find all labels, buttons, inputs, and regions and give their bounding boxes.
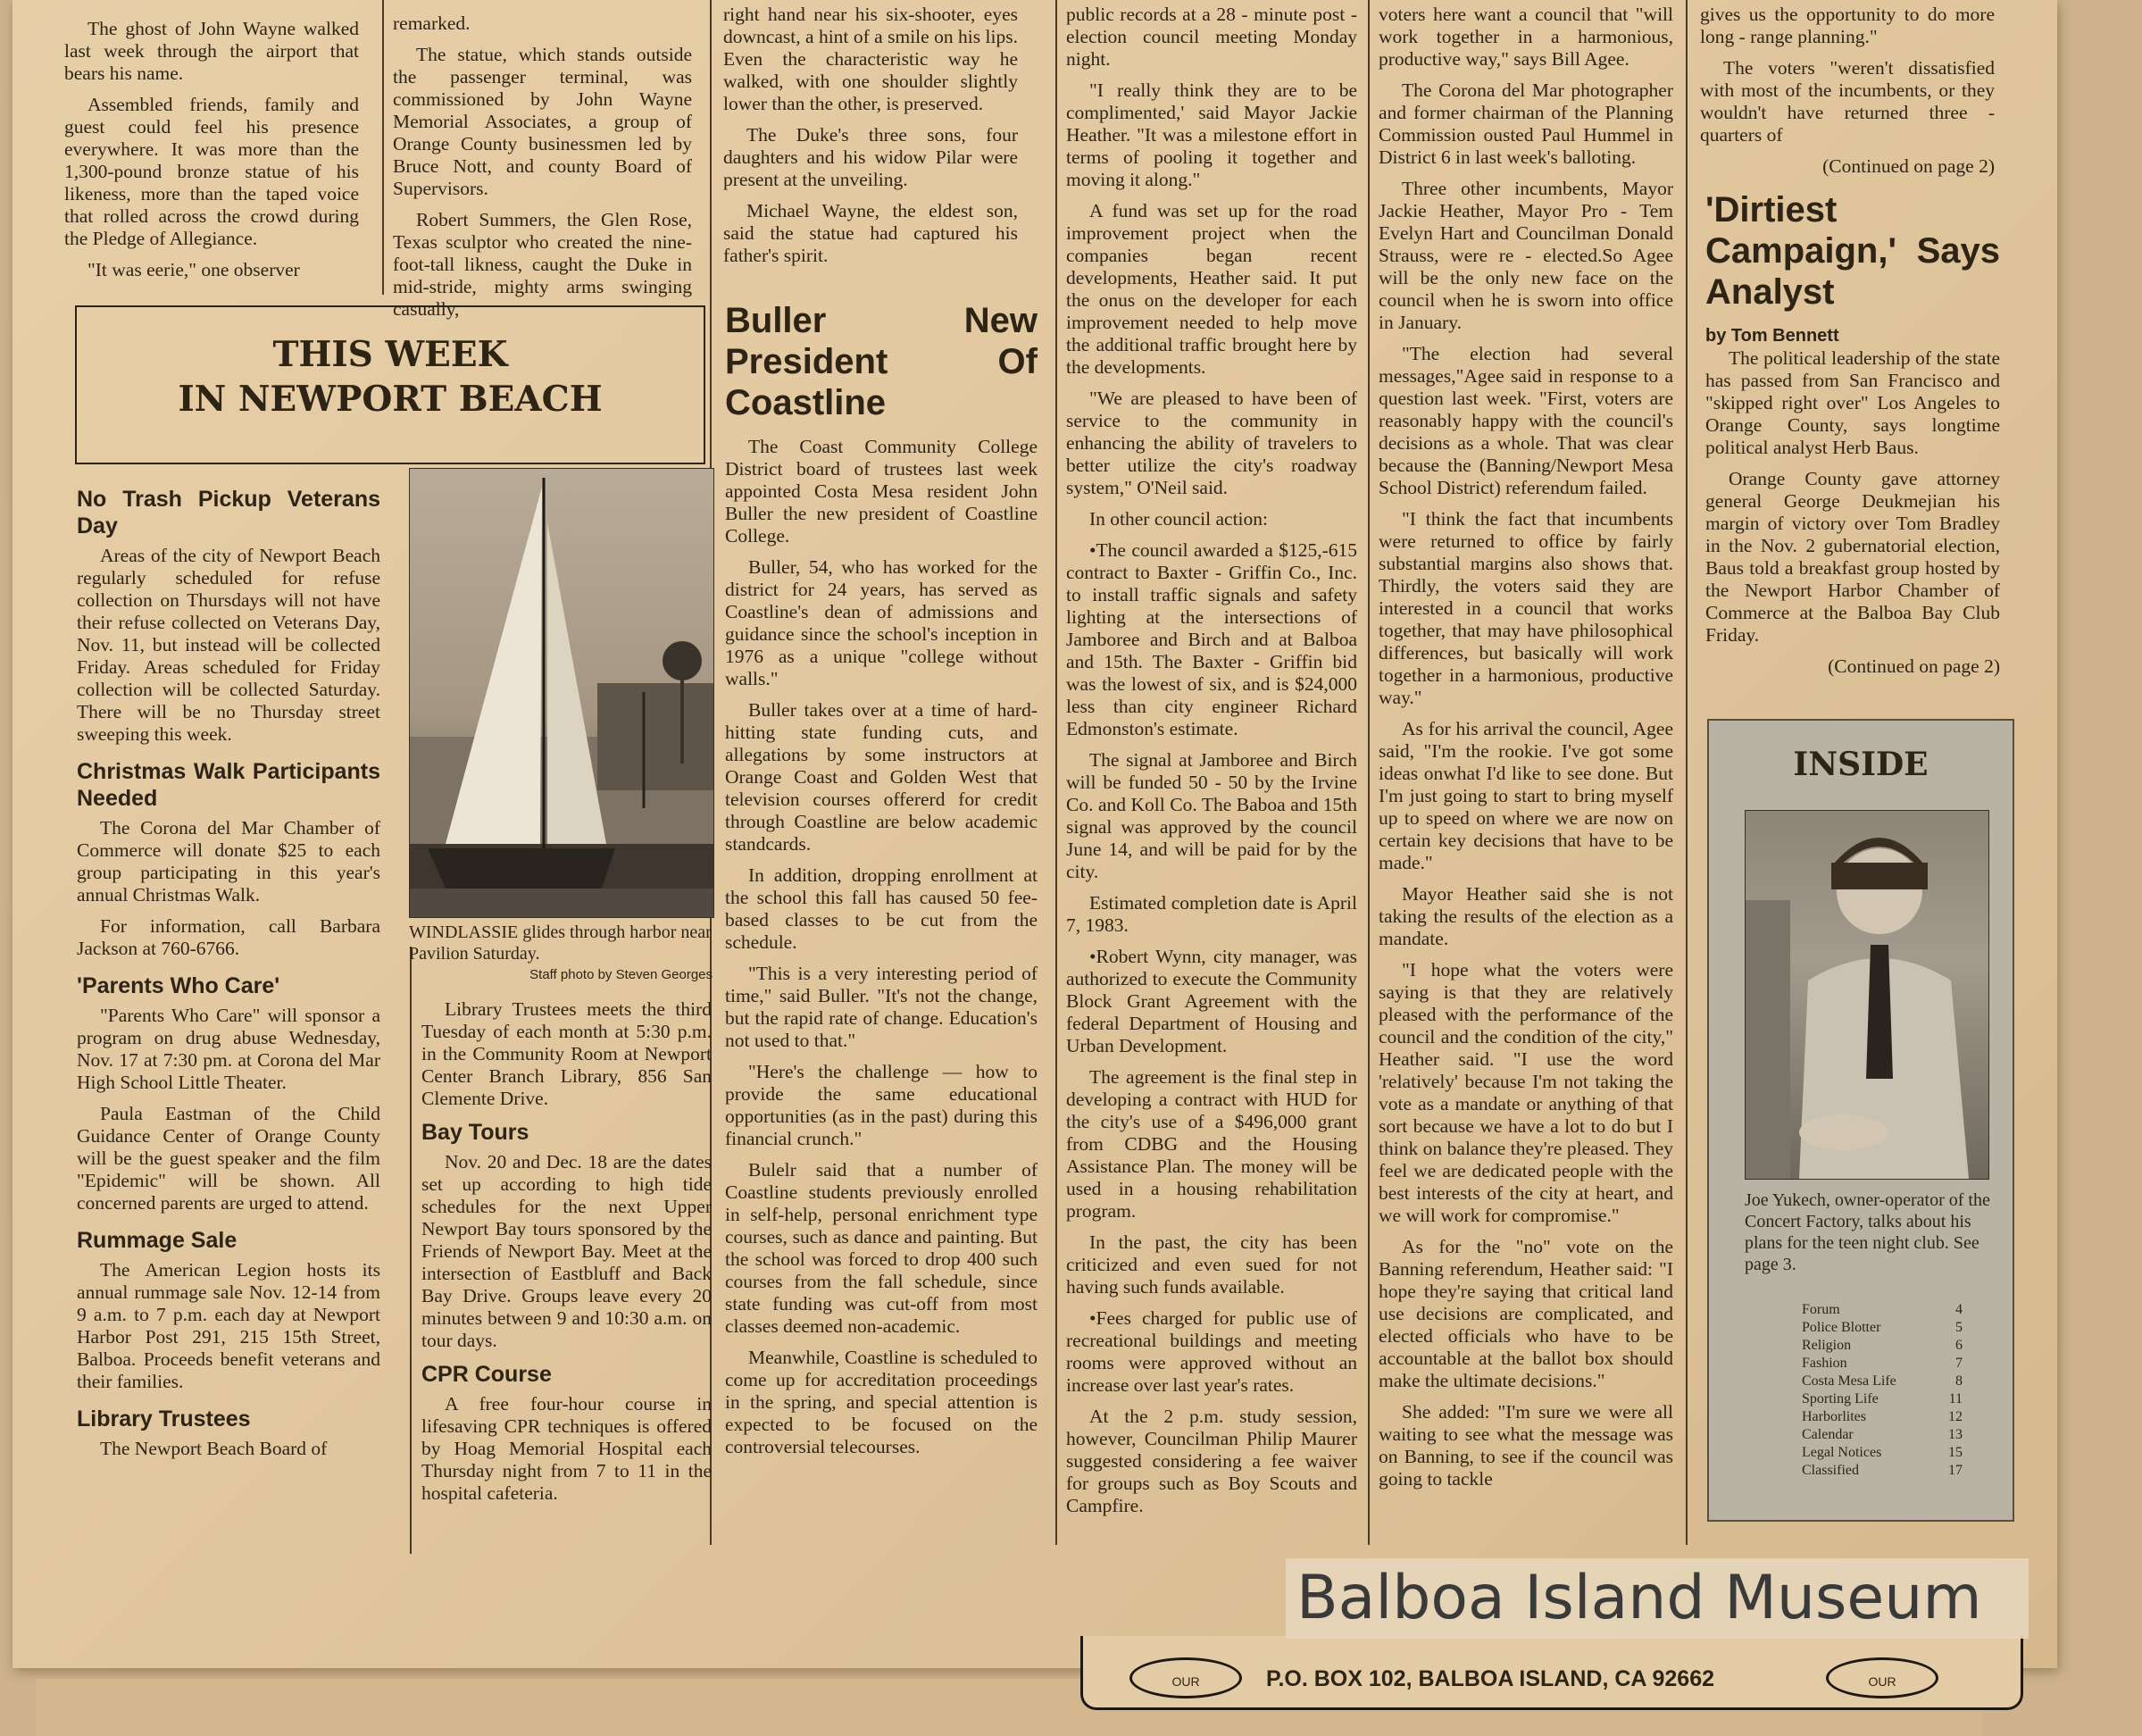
paragraph: "I hope what the voters were saying is that they are relatively pleased with the performance of the council and the condition of the city," Heather said. "I use the word 'relatively' because I'm not taking the vote as a mandate or anything of that sort because we have a lot to do but I think on balance they're pleased. They feel we are dedicated people with the best interests of the city at heart, and we will work for compromise." (1379, 959, 1673, 1226)
paragraph: For information, call Barbara Jackson at 760-6766. (77, 915, 380, 959)
byline: by Tom Bennett (1705, 326, 1839, 346)
sailboat-photo (409, 468, 714, 918)
col6-top-story (1700, 4, 1995, 182)
paragraph: The American Legion hosts its annual rummage sale Nov. 12-14 from 9 a.m. to 7 p.m. each day at Newport Harbor Post 291, 215 15th Street, Balboa. Proceeds benefit veterans and their families. (77, 1259, 380, 1392)
ad-logo-left: OUR (1129, 1657, 1242, 1698)
wayne-story-col1 (64, 18, 359, 295)
paragraph: The Corona del Mar photographer and former chairman of the Planning Commission ousted Paul Hummel in District 6 in last week's balloting. (1379, 79, 1673, 168)
toc-item[interactable] (1802, 1408, 1963, 1426)
paragraph: As for the "no" vote on the Banning referendum, Heather said: "I hope they're saying that critical land use decisions are complicated, and elected officials who have to be accountable at the ballot box should make the ultimate decisions." (1379, 1236, 1673, 1391)
toc-section: Police Blotter (1802, 1320, 1881, 1335)
paragraph: A fund was set up for the road improvement project when the companies began recent developments, Heather said. It put the onus on the developer for each improvement needed to help move the additional traffic brought here by the developments. (1066, 200, 1357, 378)
this-week-right-column (421, 998, 712, 1561)
ad-address: P.O. BOX 102, BALBOA ISLAND, CA 92662 (1266, 1666, 1715, 1691)
toc-page: 13 (1948, 1427, 1963, 1442)
paragraph: •The council awarded a $125,-615 contract to Baxter - Griffin Co., Inc. to install traffic signals and safety lighting at the intersections of Jamboree and Birch and at Balboa and 15th. The Baxter - Griffin bid was the lowest of six, and is $24,000 less than city engineer Richard Edmonston's estimate. (1066, 539, 1357, 739)
buller-headline: Buller New President Of Coastline (725, 301, 1038, 422)
toc-section: Calendar (1802, 1427, 1854, 1442)
toc-section: Forum (1802, 1302, 1840, 1317)
yukech-photo (1745, 810, 1989, 1180)
toc-section: Harborlites (1802, 1409, 1866, 1424)
paragraph: •Fees charged for public use of recreational buildings and meeting rooms were approved without an increase over last year's rates. (1066, 1307, 1357, 1396)
paragraph: Bulelr said that a number of Coastline students previously enrolled in self-help, personal enrichment type courses, such as dance and painting. But the school was forced to drop 400 such courses from the fall schedule, since state funding was cut-off from most classes deemed non-academic. (725, 1159, 1038, 1337)
toc-item[interactable] (1802, 1319, 1963, 1337)
paragraph: "Parents Who Care" will sponsor a program on drug abuse Wednesday, Nov. 17 at 7:30 pm. at Corona del Mar High School Little Theater. (77, 1005, 380, 1093)
paragraph: "Here's the challenge — how to provide the same educational opportunities (as in the past) during this financial crunch." (725, 1061, 1038, 1149)
paragraph: Nov. 20 and Dec. 18 are the dates set up according to high tide schedules for the next Upper Newport Bay tours sponsored by the Friends of Newport Bay. Meet at the intersection of Eastbluff and Back Bay Drive. Groups leave every 20 minutes between 9 and 10:30 a.m. on tour days. (421, 1151, 712, 1351)
toc-section: Religion (1802, 1338, 1852, 1353)
paragraph: Michael Wayne, the eldest son, said the statue had captured his father's spirit. (723, 200, 1018, 266)
paragraph: The ghost of John Wayne walked last week through the airport that bears his name. (64, 18, 359, 84)
inside-caption: Joe Yukech, owner-operator of the Concert Factory, talks about his plans for the teen night club. See page 3. (1745, 1190, 1990, 1274)
paragraph: She added: "I'm sure we were all waiting to see what the message was on Banning, to see if the council was going to tackle (1379, 1401, 1673, 1490)
paragraph: "We are pleased to have been of service to the community in enhancing the ability of travelers to better utilize the city's roadway system," O'Neil said. (1066, 388, 1357, 498)
ad-logo-right: OUR (1826, 1657, 1938, 1698)
photo-caption: WINDLASSIE glides through harbor near Pavilion Saturday. (409, 922, 712, 964)
paragraph: right hand near his six-shooter, eyes downcast, a hint of a smile on his lips. Even the characteristic way he walked, with one shoulder slightly lower than the other, is preserved. (723, 4, 1018, 114)
toc-item[interactable] (1802, 1390, 1963, 1408)
toc-page: 11 (1948, 1391, 1963, 1406)
paragraph: "It was eerie," one observer (88, 259, 300, 280)
toc-item[interactable] (1802, 1301, 1963, 1319)
toc-item[interactable] (1802, 1355, 1963, 1373)
buller-story (725, 300, 1038, 1550)
toc-page: 7 (1955, 1356, 1963, 1371)
paragraph: The signal at Jamboree and Birch will be funded 50 - 50 by the Irvine Co. and Koll Co. The Baboa and 15th signal was approved by the council June 14, and will be paid for by the city. (1066, 749, 1357, 882)
paragraph: Areas of the city of Newport Beach regularly scheduled for refuse collection on Thursdays will not have their refuse collected on Veterans Day, Nov. 11, but instead will be collected Friday. Areas scheduled for Friday collection will be collected Saturday. There will be no Thursday street sweeping this week. (77, 545, 380, 745)
paragraph: remarked. (393, 13, 471, 34)
paragraph: The voters "weren't dissatisfied with most of the incumbents, or they wouldn't have returned three - quarters of (1700, 57, 1995, 146)
toc-page: 12 (1948, 1409, 1963, 1424)
column-rule (1368, 0, 1370, 1545)
paragraph: "I think the fact that incumbents were returned to office by fairly substantial margins also shows that. Thirdly, the voters said they are interested in a council that works together, that may have philosophical differences, but basically will work together in a harmonious, productive way." (1379, 508, 1673, 708)
paragraph: Orange County gave attorney general George Deukmejian his margin of victory over Tom Bradley in the Nov. 2 gubernatorial election, Baus told a breakfast group hosted by the Newport Harbor Chamber of Commerce at the Balboa Bay Club Friday. (1705, 468, 2000, 646)
item-heading: Rummage Sale (77, 1228, 238, 1253)
toc-section: Fashion (1802, 1356, 1847, 1371)
paragraph: The Duke's three sons, four daughters and his widow Pilar were present at the unveiling. (723, 124, 1018, 190)
column-rule (410, 947, 412, 1554)
paragraph: Mayor Heather said she is not taking the results of the election as a mandate. (1379, 883, 1673, 949)
column-rule (1686, 0, 1688, 1545)
item-heading: 'Parents Who Care' (77, 973, 280, 998)
paragraph: The political leadership of the state has passed from San Francisco and "skipped right over" Los Angeles to Orange County, says longtime political analyst Herb Baus. (1705, 347, 2000, 458)
toc-section: Costa Mesa Life (1802, 1373, 1896, 1389)
paragraph: Three other incumbents, Mayor Jackie Heather, Mayor Pro - Tem Evelyn Hart and Councilman Donald Strauss, were re - elected.So Agee will be the only new face on the council when he is sworn into office in January. (1379, 178, 1673, 333)
paragraph: In the past, the city has been criticized and even sued for not having such funds available. (1066, 1231, 1357, 1298)
paragraph: gives us the opportunity to do more long - range planning." (1700, 4, 1995, 47)
toc-item[interactable] (1802, 1373, 1963, 1390)
photo-caption-block (409, 922, 713, 986)
wayne-story-col3 (723, 4, 1018, 289)
continued-note: (Continued on page 2) (1822, 155, 1995, 177)
toc-item[interactable] (1802, 1337, 1963, 1355)
this-week-left-column (77, 480, 380, 1561)
toc-item[interactable] (1802, 1426, 1963, 1444)
paragraph: voters here want a council that "will work together in a harmonious, productive way," says Bill Agee. (1379, 4, 1673, 70)
paragraph: Robert Summers, the Glen Rose, Texas sculptor who created the nine-foot-tall likness, caught the Duke in mid-stride, mighty arms swinging casually, (393, 209, 692, 320)
banner-line-2: IN NEWPORT BEACH (178, 379, 603, 420)
paragraph: Buller, 54, who has worked for the district for 24 years, has served as Coastline's dean of admissions and guidance since the school's inception in 1976 as a unique "college without walls." (725, 556, 1038, 689)
toc-section: Sporting Life (1802, 1391, 1879, 1406)
item-heading: Library Trustees (77, 1406, 251, 1431)
dirtiest-headline: 'Dirtiest Campaign,' Says Analyst (1705, 190, 2000, 312)
portrait-image (1746, 811, 1988, 1179)
column-rule (1055, 0, 1057, 1545)
toc-page: 6 (1955, 1338, 1963, 1353)
item-heading: CPR Course (421, 1362, 552, 1387)
item-heading: Bay Tours (421, 1120, 529, 1145)
inside-title: INSIDE (1793, 746, 1929, 783)
toc-page: 5 (1955, 1320, 1963, 1335)
paragraph: Assembled friends, family and guest could feel his presence everywhere. It was more than the 1,300-pound bronze statue of his likeness, more than the taped voice that rolled across the crowd during the Pledge of Allegiance. (64, 94, 359, 249)
paragraph: public records at a 28 - minute post - election council meeting Monday night. (1066, 4, 1357, 70)
paragraph: "The election had several messages,"Agee said in response to a question last week. "First, voters are reasonably happy with the council's decisions as a whole. That was clear because the (Banning/Newport Mesa School District) referendum failed. (1379, 343, 1673, 498)
paragraph: Estimated completion date is April 7, 1983. (1066, 892, 1357, 936)
paragraph: Library Trustees meets the third Tuesday of each month at 5:30 p.m. in the Community Room at Newport Center Branch Library, 856 San Clemente Drive. (421, 998, 712, 1109)
paragraph: In other council action: (1089, 508, 1268, 530)
paragraph: In addition, dropping enrollment at the school this fall has caused 50 fee-based classes to be cut from the schedule. (725, 864, 1038, 953)
paragraph: Meanwhile, Coastline is scheduled to come up for accreditation proceedings in the spring, and special attention is expected to be focused on the controversial telecourses. (725, 1347, 1038, 1457)
toc-page: 4 (1955, 1302, 1963, 1317)
paragraph: At the 2 p.m. study session, however, Councilman Philip Maurer suggested considering a fee waiver for groups such as Boy Scouts and Campfire. (1066, 1406, 1357, 1516)
continued-note: (Continued on page 2) (1828, 655, 2000, 677)
paragraph: •Robert Wynn, city manager, was authorized to execute the Community Block Grant Agreement with the federal Department of Housing and Urban Development. (1066, 946, 1357, 1056)
toc-page: 15 (1948, 1445, 1963, 1460)
toc-section: Legal Notices (1802, 1445, 1882, 1460)
paragraph: As for his arrival the council, Agee said, "I'm the rookie. I've got some ideas onwhat I'd like to see done. But I'm just going to start to bring myself up to speed on where we are now on certain key decisions that have to be made." (1379, 718, 1673, 873)
toc-item[interactable] (1802, 1462, 1963, 1480)
toc-item[interactable] (1802, 1444, 1963, 1462)
paragraph: "This is a very interesting period of time," said Buller. "It's not the change, but the rapid rate of change. Education's not used to that." (725, 963, 1038, 1051)
paragraph: Paula Eastman of the Child Guidance Center of Orange County will be the guest speaker and the film "Epidemic" will be shown. All concerned parents are urged to attend. (77, 1103, 380, 1214)
paragraph: The Newport Beach Board of (100, 1438, 328, 1459)
paragraph: The agreement is the final step in developing a contract with HUD for the city's use of a $496,000 grant from CDBG and the Housing Assistance Plan. The money will be used in a housing rehabilitation program. (1066, 1066, 1357, 1222)
column-rule (382, 0, 384, 295)
sailboat-image (410, 469, 713, 917)
toc-section: Classified (1802, 1463, 1859, 1478)
dirtiest-campaign-story (1705, 189, 2000, 707)
museum-watermark: Balboa Island Museum (1286, 1558, 2029, 1639)
paragraph: Buller takes over at a time of hard-hitting state funding cuts, and allegations by some instructors at Orange Coast and Golden West that television courses offererd for credit through Coastline are below academic standcards. (725, 699, 1038, 855)
wayne-story-col2 (393, 13, 692, 320)
paragraph: A free four-hour course in lifesaving CPR techniques is offered by Hoag Memorial Hospital each Thursday night from 7 to 11 in the hospital cafeteria. (421, 1393, 712, 1504)
paragraph: "I really think they are to be complimented,' said Mayor Jackie Heather. "It was a milestone effort in terms of pooling it together and moving it along." (1066, 79, 1357, 190)
photo-credit: Staff photo by Steven Georges (529, 967, 713, 982)
paragraph: The Corona del Mar Chamber of Commerce will donate $25 to each group participating in this year's annual Christmas Walk. (77, 817, 380, 906)
item-heading: No Trash Pickup Veterans Day (77, 487, 380, 538)
inside-box (1707, 719, 2014, 1522)
toc-page: 17 (1948, 1463, 1963, 1478)
banner-line-1: THIS WEEK (272, 334, 508, 375)
item-heading: Christmas Walk Participants Needed (77, 759, 380, 811)
table-of-contents (1802, 1301, 1963, 1480)
council-story-col4 (1066, 4, 1357, 1548)
paragraph: The statue, which stands outside the passenger terminal, was commissioned by John Wayne Memorial Associates, a group of Orange County businessmen led by Bruce Nott, and county Board of Supervisors. (393, 44, 692, 199)
this-week-banner (75, 305, 705, 464)
agee-story-col5 (1379, 4, 1673, 1548)
paragraph: The Coast Community College District board of trustees last week appointed Costa Mesa resident John Buller the new president of Coastline College. (725, 436, 1038, 547)
toc-page: 8 (1955, 1373, 1963, 1389)
